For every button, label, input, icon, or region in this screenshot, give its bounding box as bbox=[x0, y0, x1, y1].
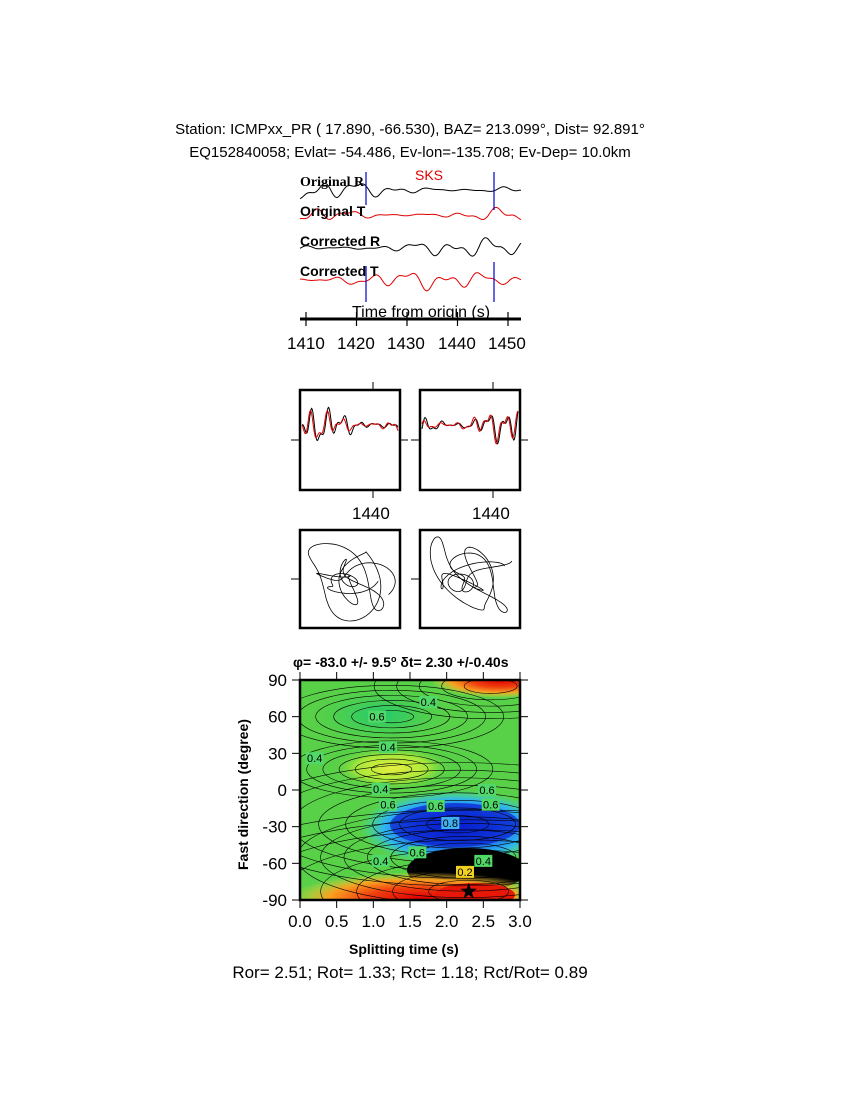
contour-label: 0.8 bbox=[442, 818, 458, 830]
trace-panel bbox=[0, 0, 850, 360]
trace-xtick: 1430 bbox=[387, 334, 425, 353]
grid-x-tick-label: 3.0 bbox=[508, 912, 532, 931]
grid-x-tick-label: 0.5 bbox=[324, 912, 349, 931]
contour-label: 0.4 bbox=[373, 783, 389, 796]
ratio-summary: Ror= 2.51; Rot= 1.33; Rct= 1.18; Rct/Rot= 0.89 bbox=[232, 963, 588, 982]
grid-y-tick-label: 60 bbox=[268, 707, 287, 727]
contour-label: 0.6 bbox=[483, 799, 499, 812]
trace-xtick: 1410 bbox=[287, 334, 325, 353]
grid-y-axis-label: Fast direction (degree) bbox=[235, 719, 251, 870]
grid-x-tick-label: 0.0 bbox=[288, 912, 312, 931]
grid-x-tick-label: 1.0 bbox=[361, 912, 386, 931]
grid-y-tick-label: 0 bbox=[277, 781, 287, 800]
contour-label: 0.6 bbox=[428, 800, 444, 813]
event-info: EQ152840058; Evlat= -54.486, Ev-lon=-135.708; Ev-Dep= 10.0km bbox=[189, 144, 631, 161]
grid-title: φ= -83.0 +/- 9.5$^o$ δt= 2.30 +/-0.40s bbox=[293, 654, 509, 670]
trace-label-corrected-t: Corrected T bbox=[300, 263, 379, 279]
waveform-box-left bbox=[300, 390, 400, 490]
trace-xtick: 1440 bbox=[438, 334, 476, 353]
contour-label: 0.6 bbox=[380, 799, 396, 812]
grid-x-tick-label: 2.0 bbox=[434, 912, 459, 931]
contour-label: 0.4 bbox=[373, 855, 389, 868]
contour-label: 0.2 bbox=[457, 866, 473, 879]
contour-label: 0.4 bbox=[380, 742, 396, 755]
contour-label: 0.6 bbox=[479, 785, 495, 797]
grid-x-tick-label: 2.5 bbox=[471, 912, 496, 931]
trace-label-corrected-r: Corrected R bbox=[300, 233, 381, 249]
particle-box-right bbox=[420, 530, 520, 628]
contour-label: 0.4 bbox=[307, 753, 323, 766]
particle-box-left bbox=[300, 530, 400, 628]
trace-label-original-r: Original R bbox=[300, 175, 365, 190]
particle-xtick: 1440 bbox=[472, 504, 510, 523]
trace-xtick: 1420 bbox=[337, 334, 375, 353]
waveform-box-right bbox=[420, 390, 520, 490]
grid-search-chart bbox=[0, 640, 850, 960]
grid-y-tick-label: -90 bbox=[262, 891, 287, 910]
trace-x-axis-label: Time from origin (s) bbox=[352, 304, 491, 321]
phase-label-sks: SKS bbox=[415, 167, 444, 183]
grid-y-tick-label: -60 bbox=[262, 854, 287, 874]
contour-label: 0.4 bbox=[420, 697, 436, 709]
contour-label: 0.6 bbox=[409, 847, 425, 860]
trace-labels bbox=[300, 175, 380, 279]
contour-label: 0.6 bbox=[369, 711, 385, 724]
particle-xtick: 1440 bbox=[352, 504, 390, 523]
grid-y-tick-label: -30 bbox=[262, 817, 287, 837]
trace-xtick: 1450 bbox=[488, 334, 526, 353]
trace-label-original-t: Original T bbox=[300, 203, 366, 219]
contour-label: 0.4 bbox=[475, 855, 491, 868]
grid-y-tick-label: 90 bbox=[268, 671, 287, 690]
grid-x-axis-label: Splitting time (s) bbox=[349, 941, 459, 957]
heatmap-surface bbox=[177, 653, 761, 960]
grid-y-tick-label: 30 bbox=[268, 744, 287, 764]
particle-motion-panel bbox=[0, 370, 850, 640]
station-info: Station: ICMPxx_PR ( 17.890, -66.530), BAZ= 213.099°, Dist= 92.891° bbox=[175, 121, 645, 138]
grid-x-tick-label: 1.5 bbox=[398, 912, 422, 931]
